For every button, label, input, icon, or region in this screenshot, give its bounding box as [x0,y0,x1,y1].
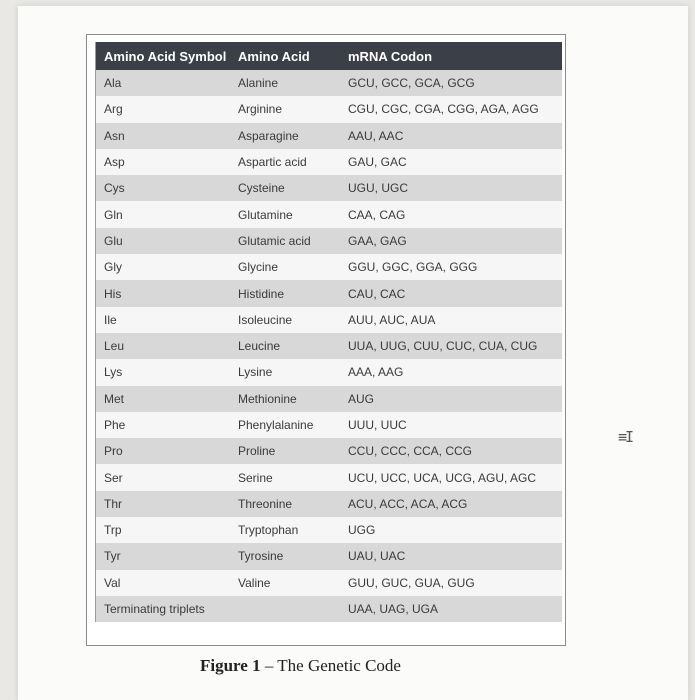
table-row [96,412,562,438]
cell-amino-acid: Proline [230,438,340,464]
cell-mrna-codon: UAU, UAC [340,543,562,569]
cell-symbol: Asp [96,149,230,175]
table-body [96,70,562,622]
cell-symbol: Met [96,386,230,412]
header-mrna-codon: mRNA Codon [340,42,562,70]
cell-symbol: Leu [96,333,230,359]
table-row [96,201,562,227]
cell-amino-acid: Arginine [230,96,340,122]
table-row [96,307,562,333]
cell-mrna-codon: ACU, ACC, ACA, ACG [340,491,562,517]
cell-amino-acid: Threonine [230,491,340,517]
cell-amino-acid: Lysine [230,359,340,385]
cell-symbol: Asn [96,123,230,149]
cell-symbol: Cys [96,175,230,201]
cell-amino-acid: Cysteine [230,175,340,201]
cell-amino-acid: Serine [230,464,340,490]
table-row [96,228,562,254]
table-row [96,280,562,306]
cell-amino-acid: Leucine [230,333,340,359]
cell-amino-acid: Asparagine [230,123,340,149]
cell-symbol: Arg [96,96,230,122]
table-row [96,359,562,385]
cell-symbol: Gly [96,254,230,280]
cell-amino-acid: Glycine [230,254,340,280]
table-row [96,70,562,96]
table-row [96,149,562,175]
cell-amino-acid: Aspartic acid [230,149,340,175]
cell-symbol: Trp [96,517,230,543]
cell-mrna-codon: UUA, UUG, CUU, CUC, CUA, CUG [340,333,562,359]
cell-mrna-codon: CGU, CGC, CGA, CGG, AGA, AGG [340,96,562,122]
cell-symbol: Thr [96,491,230,517]
cell-amino-acid: Isoleucine [230,307,340,333]
table-row [96,96,562,122]
cell-amino-acid: Alanine [230,70,340,96]
table-row [96,254,562,280]
cell-amino-acid [230,596,340,622]
cell-mrna-codon: AAU, AAC [340,123,562,149]
cell-mrna-codon: AAA, AAG [340,359,562,385]
cell-mrna-codon: UUU, UUC [340,412,562,438]
cell-symbol: Val [96,570,230,596]
cell-amino-acid: Tyrosine [230,543,340,569]
cell-symbol: Glu [96,228,230,254]
table-row [96,464,562,490]
cell-symbol: Terminating triplets [96,596,230,622]
cell-amino-acid: Tryptophan [230,517,340,543]
header-symbol: Amino Acid Symbol [96,42,230,70]
cell-mrna-codon: UGG [340,517,562,543]
cell-symbol: Ile [96,307,230,333]
cell-mrna-codon: AUU, AUC, AUA [340,307,562,333]
table-row [96,123,562,149]
cell-mrna-codon: GAU, GAC [340,149,562,175]
cell-mrna-codon: UAA, UAG, UGA [340,596,562,622]
table-row [96,386,562,412]
figure-caption [200,656,401,676]
cell-mrna-codon: GUU, GUC, GUA, GUG [340,570,562,596]
cell-mrna-codon: UGU, UGC [340,175,562,201]
cell-mrna-codon: AUG [340,386,562,412]
cell-amino-acid: Phenylalanine [230,412,340,438]
cell-symbol: Gln [96,201,230,227]
table-row [96,175,562,201]
cell-mrna-codon: UCU, UCC, UCA, UCG, AGU, AGC [340,464,562,490]
genetic-code-table [96,42,562,622]
table-row [96,491,562,517]
cell-symbol: His [96,280,230,306]
table-row [96,333,562,359]
table-row [96,596,562,622]
cell-mrna-codon: GAA, GAG [340,228,562,254]
table-row [96,438,562,464]
cell-mrna-codon: GCU, GCC, GCA, GCG [340,70,562,96]
cell-symbol: Phe [96,412,230,438]
cell-amino-acid: Glutamic acid [230,228,340,254]
text-cursor-icon: ≡I [618,428,633,446]
cell-mrna-codon: CAU, CAC [340,280,562,306]
cell-mrna-codon: GGU, GGC, GGA, GGG [340,254,562,280]
cell-symbol: Lys [96,359,230,385]
cell-mrna-codon: CAA, CAG [340,201,562,227]
table-row [96,570,562,596]
header-amino-acid: Amino Acid [230,42,340,70]
cell-amino-acid: Histidine [230,280,340,306]
table-header-row [96,42,562,70]
genetic-code-table-container [95,42,561,622]
cell-amino-acid: Valine [230,570,340,596]
figure-title: – The Genetic Code [260,656,401,675]
cell-symbol: Pro [96,438,230,464]
cell-symbol: Ala [96,70,230,96]
cell-mrna-codon: CCU, CCC, CCA, CCG [340,438,562,464]
cell-symbol: Ser [96,464,230,490]
cell-amino-acid: Glutamine [230,201,340,227]
cell-symbol: Tyr [96,543,230,569]
figure-label: Figure 1 [200,656,261,675]
table-row [96,517,562,543]
cell-amino-acid: Methionine [230,386,340,412]
table-row [96,543,562,569]
